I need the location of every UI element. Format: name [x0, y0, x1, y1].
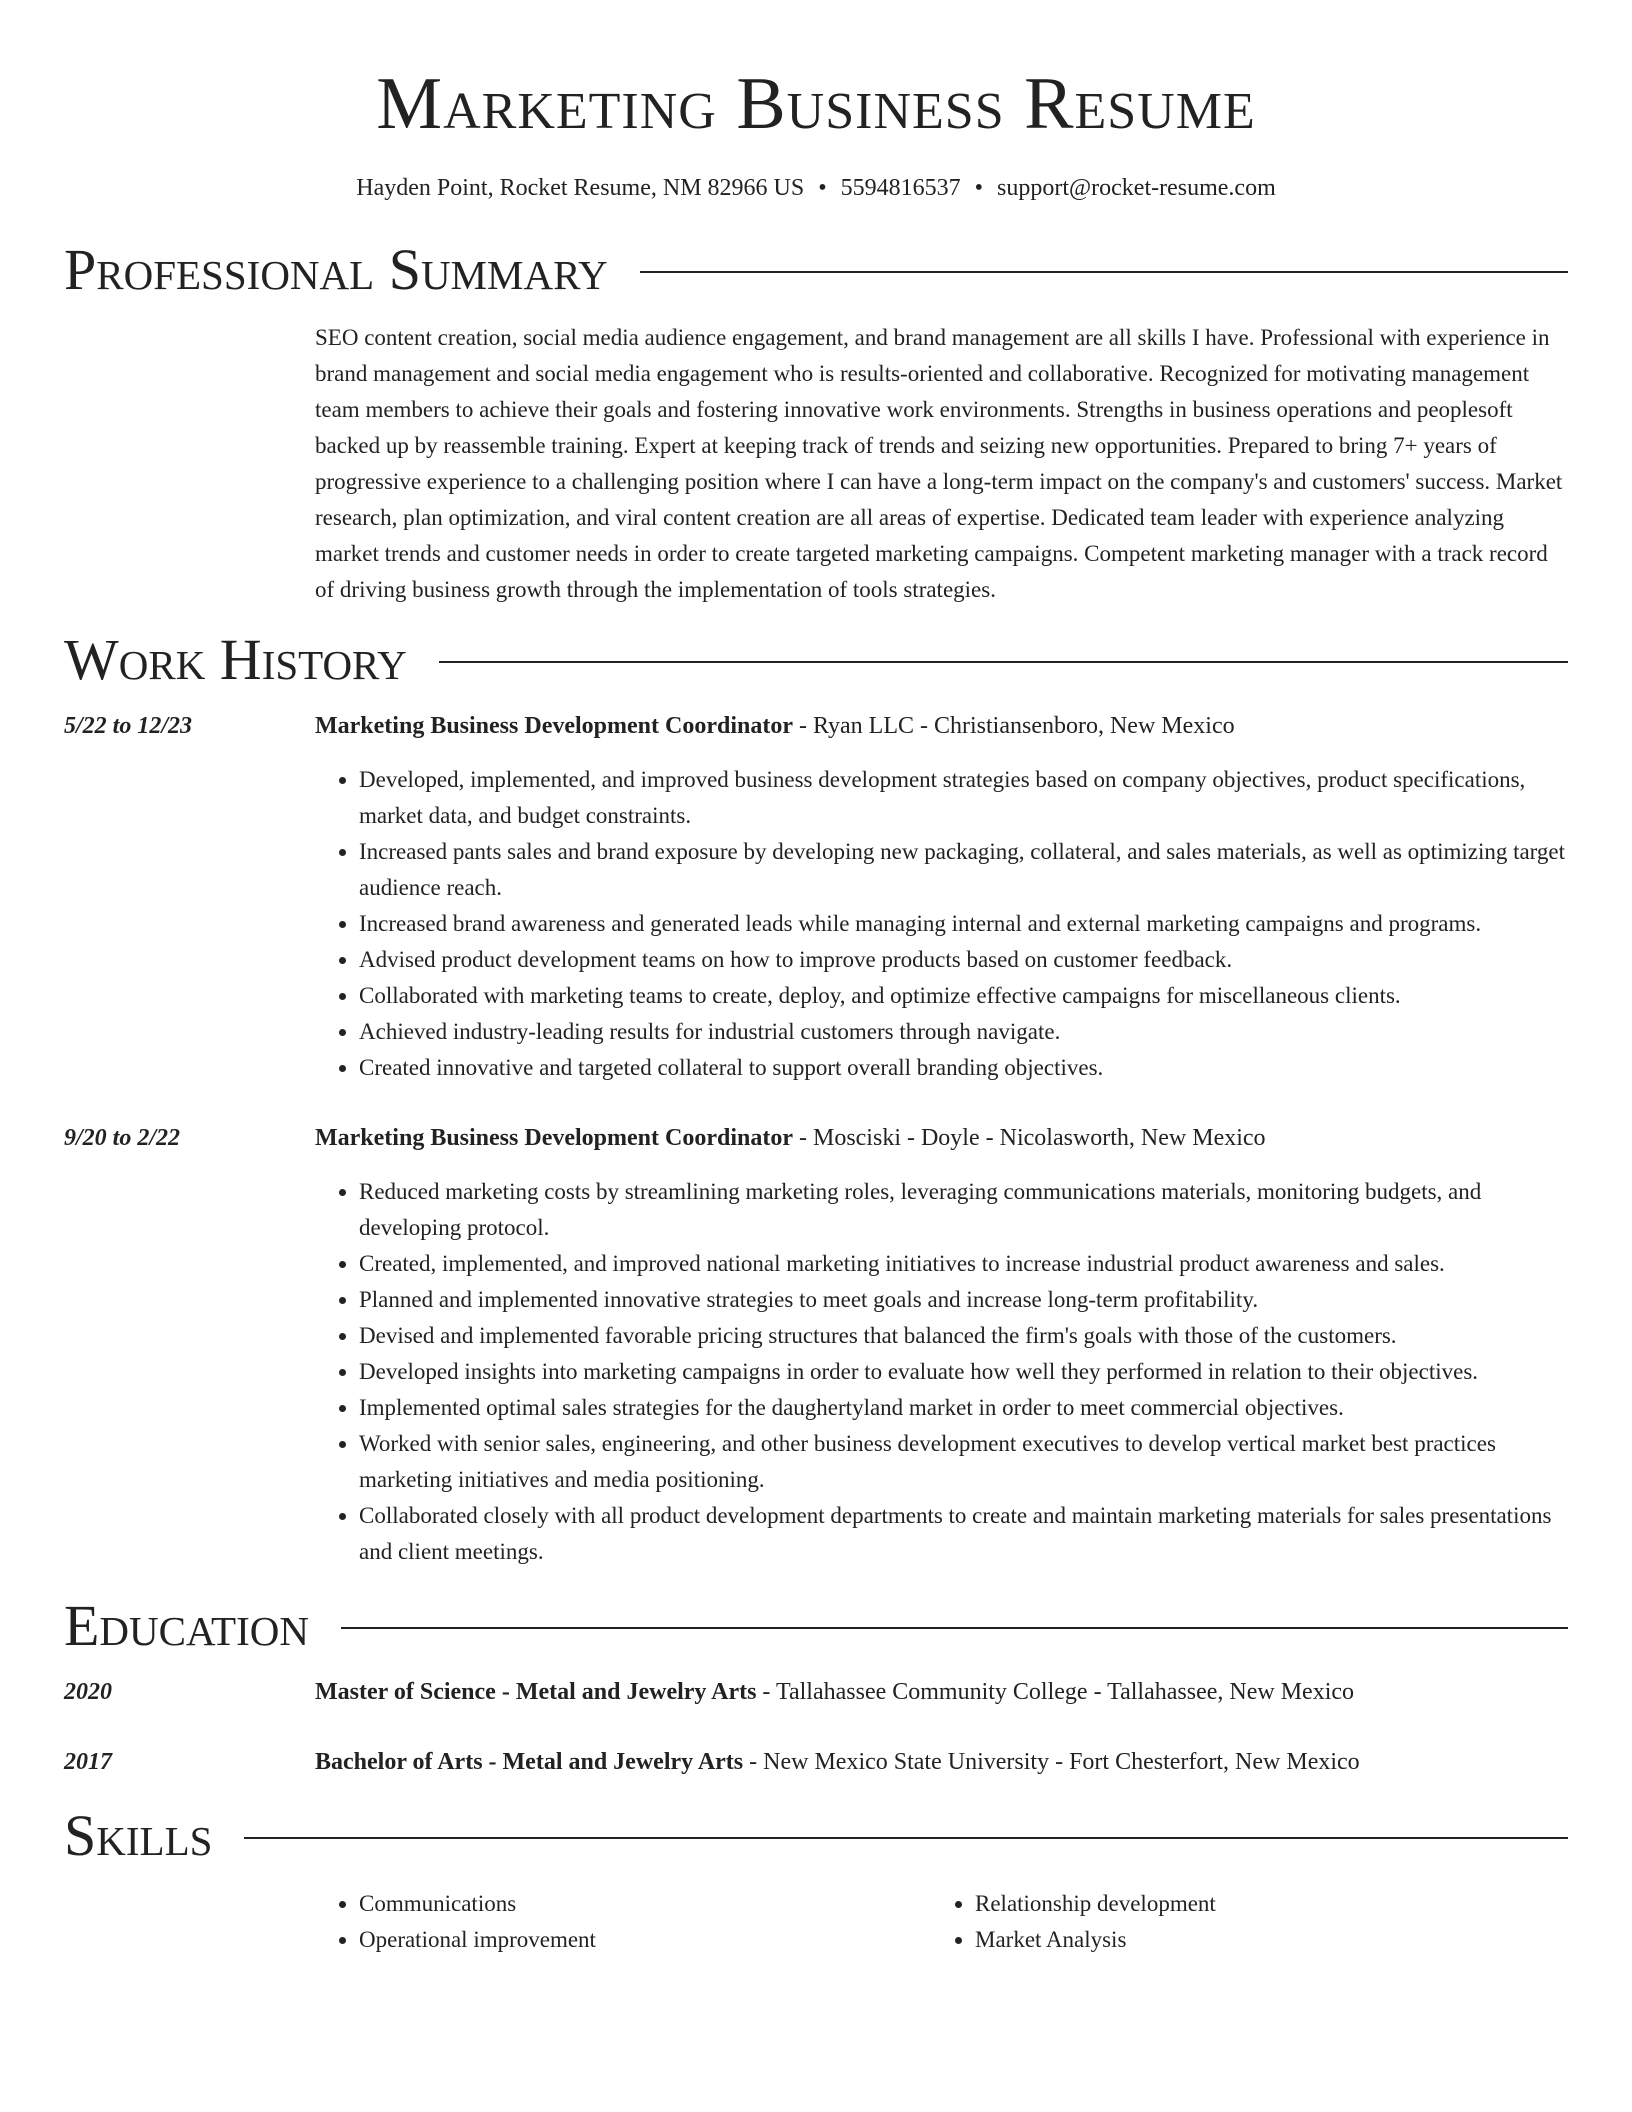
job-header: [315, 708, 1235, 744]
job-bullets: [315, 1174, 1568, 1570]
education-year: 2017: [64, 1749, 112, 1775]
resume-page: [64, 0, 1568, 2112]
education-header: [315, 1744, 1360, 1780]
education-degree: Bachelor of Arts - Metal and Jewelry Arts: [315, 1749, 744, 1775]
education-details: - New Mexico State University - Fort Chesterfort, New Mexico: [743, 1749, 1360, 1775]
job-bullet: • Achieved industry-leading results for industrial customers through navigate.: [359, 1014, 1568, 1050]
job-bullet: • Increased brand awareness and generated leads while managing internal and external marketing campaigns and programs.: [359, 906, 1568, 942]
job-header: [315, 1120, 1266, 1156]
contact-separator: •: [818, 175, 827, 201]
job-bullet: • Collaborated closely with all product development departments to create and maintain marketing materials for sales presentations and client meetings.: [359, 1498, 1568, 1570]
education-heading: Education: [64, 1593, 309, 1658]
job-bullet: • Created innovative and targeted collateral to support overall branding objectives.: [359, 1050, 1568, 1086]
education-degree: Master of Science - Metal and Jewelry Arts: [315, 1679, 757, 1705]
contact-line: [64, 172, 1568, 204]
resume-title: Marketing Business Resume: [376, 63, 1256, 145]
education-entry: [64, 1674, 1568, 1710]
work-heading: Work History: [64, 627, 407, 692]
section-divider: [341, 1627, 1568, 1629]
skill-item: • Communications: [359, 1886, 931, 1922]
contact-phone: 5594816537: [840, 175, 961, 201]
job-bullet: • Created, implemented, and improved national marketing initiatives to increase industrial product awareness and sales.: [359, 1246, 1568, 1282]
section-divider: [244, 1837, 1568, 1839]
skill-item: • Relationship development: [975, 1886, 1216, 1922]
education-section-header: [64, 1594, 1568, 1658]
job-bullet: • Developed insights into marketing campaigns in order to evaluate how well they performed in relation to their objectives.: [359, 1354, 1568, 1390]
job-bullet: • Advised product development teams on how to improve products based on customer feedback.: [359, 942, 1568, 978]
job-bullet: • Planned and implemented innovative strategies to meet goals and increase long-term profitability.: [359, 1282, 1568, 1318]
job-dates: 5/22 to 12/23: [64, 713, 193, 739]
summary-heading: Professional Summary: [64, 237, 608, 302]
education-header: [315, 1674, 1354, 1710]
job-bullet: • Reduced marketing costs by streamlining marketing roles, leveraging communications materials, monitoring budgets, and developing protocol.: [359, 1174, 1568, 1246]
job-bullet: • Developed, implemented, and improved business development strategies based on company objectives, product specifications, market data, and budget constraints.: [359, 762, 1568, 834]
job-bullet: • Worked with senior sales, engineering, and other business development executives to develop vertical market best practices marketing initiatives and media positioning.: [359, 1426, 1568, 1498]
job-bullet: • Increased pants sales and brand exposure by developing new packaging, collateral, and sales materials, as well as optimizing target audience reach.: [359, 834, 1568, 906]
job-title: Marketing Business Development Coordinator: [315, 713, 793, 739]
section-divider: [640, 271, 1568, 273]
contact-address: Hayden Point, Rocket Resume, NM 82966 US: [356, 175, 805, 201]
summary-text: SEO content creation, social media audience engagement, and brand management are all skills I have. Professional with experience in brand management and social media engagement who is results-oriented and collaborative. Recognized for motivating management team members to achieve their goals and fostering innovative work environments. Strengths in business operations and peoplesoft backed up by reassemble training. Expert at keeping track of trends and seizing new opportunities. Prepared to bring 7+ years of progressive experience to a challenging position where I can have a long-term impact on the company's and customers' success. Market research, plan optimization, and viral content creation are all areas of expertise. Dedicated team leader with experience analyzing market trends and customer needs in order to create targeted marketing campaigns. Competent marketing manager with a track record of driving business growth through the implementation of tools strategies.: [315, 325, 1563, 602]
skills-list: [315, 1886, 1568, 1958]
contact-separator: •: [974, 175, 984, 201]
contact-email: support@rocket-resume.com: [997, 175, 1276, 201]
summary-section-header: [64, 238, 1568, 302]
job-details: - Mosciski - Doyle - Nicolasworth, New Mexico: [792, 1125, 1266, 1151]
education-entry: [64, 1744, 1568, 1780]
job-bullets: [315, 762, 1568, 1086]
job-bullet: • Collaborated with marketing teams to create, deploy, and optimize effective campaigns for miscellaneous clients.: [359, 978, 1568, 1014]
job-entry: [64, 1120, 1568, 1570]
skill-item: • Operational improvement: [359, 1922, 931, 1958]
education-year: 2020: [64, 1679, 112, 1705]
skills-column-right: [931, 1886, 1216, 1958]
skills-heading: Skills: [64, 1803, 213, 1868]
work-section-header: [64, 628, 1568, 692]
skills-section-header: [64, 1804, 1568, 1868]
section-divider: [439, 661, 1568, 663]
skills-column-left: [315, 1886, 931, 1958]
job-details: - Ryan LLC - Christiansenboro, New Mexico: [792, 713, 1235, 739]
skill-item: • Market Analysis: [975, 1922, 1216, 1958]
job-bullet: • Implemented optimal sales strategies for the daughertyland market in order to meet commercial objectives.: [359, 1390, 1568, 1426]
job-dates: 9/20 to 2/22: [64, 1125, 181, 1151]
job-bullet: • Devised and implemented favorable pricing structures that balanced the firm's goals with those of the customers.: [359, 1318, 1568, 1354]
education-details: - Tallahassee Community College - Tallahassee, New Mexico: [756, 1679, 1355, 1705]
job-entry: [64, 708, 1568, 1086]
job-title: Marketing Business Development Coordinator: [315, 1125, 793, 1151]
